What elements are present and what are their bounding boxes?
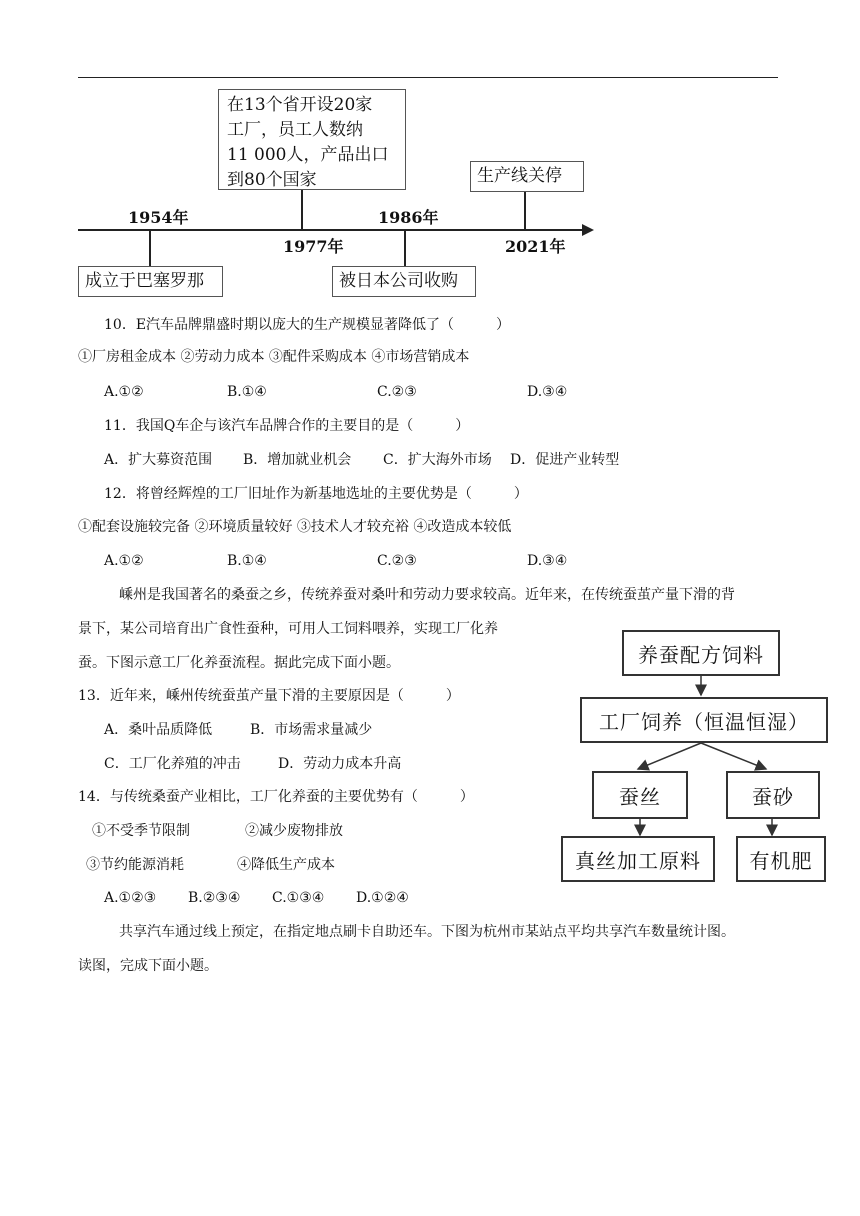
option-c: C.②③: [377, 553, 417, 569]
option-c: C．工厂化养殖的冲击: [104, 756, 241, 772]
option-a: A.①②③: [104, 890, 157, 906]
timeline-axis: [78, 229, 584, 231]
arrow-middle-to-left: [638, 743, 701, 769]
option-b: B．市场需求量减少: [250, 722, 373, 738]
year-label: 1954年: [128, 208, 189, 227]
passage-3-line-1: 共享汽车通过线上预定，在指定地点刷卡自助还车。下图为杭州市某站点平均共享汽车数量统计图。: [119, 924, 735, 940]
option-a: A.①②: [104, 384, 144, 400]
timeline-box-1986: [332, 266, 476, 297]
option-c: C.①③④: [272, 890, 325, 906]
timeline-box-1986-text: 被日本公司收购: [339, 271, 458, 291]
passage-2-line-2: 景下，某公司培育出广食性蚕种，可用人工饲料喂养，实现工厂化养: [78, 621, 498, 637]
timeline-box-1954: [78, 266, 223, 297]
question-14-item: ②减少废物排放: [245, 823, 343, 839]
year-label: 1986年: [378, 208, 439, 227]
option-a: A．桑叶品质降低: [104, 722, 213, 738]
question-12-items: ①配套设施较完备 ②环境质量较好 ③技术人才较充裕 ④改造成本较低: [78, 519, 512, 535]
passage-2-line-1: 嵊州是我国著名的桑蚕之乡，传统养蚕对桑叶和劳动力要求较高。近年来，在传统蚕茧产量下滑的背: [119, 587, 735, 603]
question-10-items: ①厂房租金成本 ②劳动力成本 ③配件采购成本 ④市场营销成本: [78, 349, 470, 365]
timeline-arrow-icon: [582, 224, 594, 236]
option-d: D.③④: [527, 384, 568, 400]
question-14-stem: 14．与传统桑蚕产业相比，工厂化养蚕的主要优势有（ ）: [78, 789, 474, 805]
timeline-box-1977-text: 在13个省开设20家 工厂，员工人数纳 11 000人，产品出口 到80个国家: [227, 95, 389, 190]
option-d: D．劳动力成本升高: [278, 756, 402, 772]
flowchart-node: 蚕丝: [592, 771, 688, 819]
option-d: D．促进产业转型: [510, 452, 620, 468]
connector-1977: [301, 189, 303, 229]
option-c: C．扩大海外市场: [383, 452, 492, 468]
passage-3-line-2: 读图，完成下面小题。: [78, 958, 218, 974]
option-d: D.①②④: [356, 890, 409, 906]
connector-1954: [149, 231, 151, 267]
year-label: 2021年: [505, 237, 566, 256]
flowchart-node: 工厂饲养（恒温恒湿）: [580, 697, 828, 743]
connector-2021: [524, 191, 526, 229]
timeline-box-1977: [218, 89, 406, 190]
header-rule: [78, 77, 778, 78]
timeline-box-2021-text: 生产线关停: [477, 166, 562, 186]
timeline-box-1954-text: 成立于巴塞罗那: [85, 271, 204, 291]
option-b: B.①④: [227, 553, 267, 569]
timeline-box-2021: [470, 161, 584, 192]
flowchart-node: 有机肥: [736, 836, 826, 882]
question-14-item: ①不受季节限制: [92, 823, 190, 839]
option-a: A．扩大募资范围: [104, 452, 213, 468]
question-11-stem: 11．我国Q车企与该汽车品牌合作的主要目的是（ ）: [104, 418, 470, 434]
passage-2-line-3: 蚕。下图示意工厂化养蚕流程。据此完成下面小题。: [78, 655, 400, 671]
question-10-stem: 10．E汽车品牌鼎盛时期以庞大的生产规模显著降低了（ ）: [104, 317, 511, 333]
question-14-item: ③节约能源消耗: [86, 857, 184, 873]
option-d: D.③④: [527, 553, 568, 569]
flowchart-node: 蚕砂: [726, 771, 820, 819]
connector-1986: [404, 231, 406, 267]
option-b: B.②③④: [188, 890, 241, 906]
arrow-middle-to-right: [701, 743, 766, 769]
flowchart-node: 真丝加工原料: [561, 836, 715, 882]
option-b: B.①④: [227, 384, 267, 400]
option-b: B．增加就业机会: [243, 452, 352, 468]
option-a: A.①②: [104, 553, 144, 569]
question-13-stem: 13．近年来，嵊州传统蚕茧产量下滑的主要原因是（ ）: [78, 688, 460, 704]
question-12-stem: 12．将曾经辉煌的工厂旧址作为新基地选址的主要优势是（ ）: [104, 486, 528, 502]
flowchart-node: 养蚕配方饲料: [622, 630, 780, 676]
option-c: C.②③: [377, 384, 417, 400]
question-14-item: ④降低生产成本: [237, 857, 335, 873]
year-label: 1977年: [283, 237, 344, 256]
